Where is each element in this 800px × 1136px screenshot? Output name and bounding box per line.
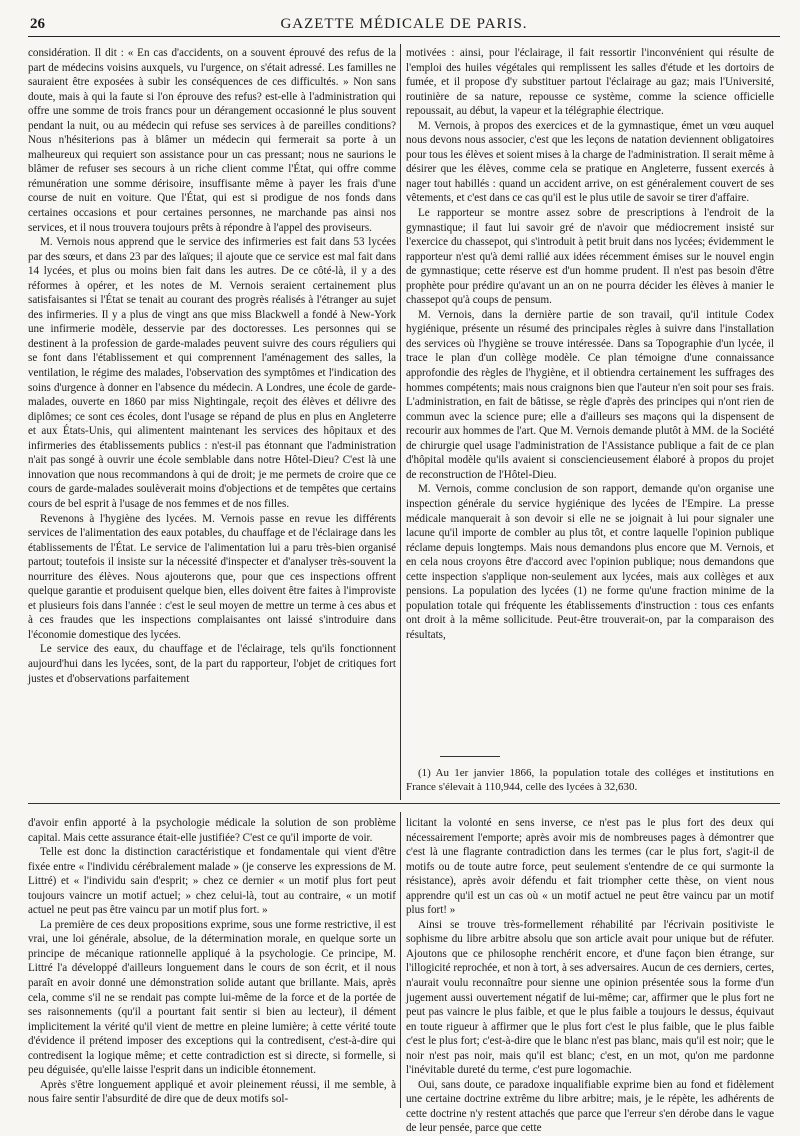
column-divider-top (400, 44, 401, 800)
paragraph: Telle est donc la distinction caractéristique et fondamentale qui vient d'être fixée entre « l'individu cérébralement malade » (je conserve les expressions de M. Littré) et « l'individu sain d'esprit; » chez ce dernier « un motif plus fort peut toujours vaincre un motif actuel; » chez celui-là, tout au contraire, « un motif actuel ne peut pas être vaincu par un motif plus fort. » (28, 846, 396, 917)
page-header (28, 14, 780, 37)
bottom-right-column (406, 816, 774, 1135)
paragraph: d'avoir enfin apporté à la psychologie médicale la solution de son problème capital. Mais cette assurance était-elle justifiée? C'est ce qu'il importe de voir. (28, 817, 396, 844)
paragraph: considération. Il dit : « En cas d'accidents, on a souvent éprouvé des refus de la part de médecins voisins auxquels, vu l'urgence, on s'était adressé. Les familles ne sauraient être exposées à subir les conséquences de ces difficultés. » Non sans doute, mais à qui la faute si l'on éprouve des refus? est-elle à l'administration qui offre une somme de trois francs pour un dérangement occasionné le plus souvent pendant la nuit, ou au médecin qui refuse ses services à de pareilles conditions? Nous n'hésiterions pas à blâmer un médecin qui fermerait sa porte à un malheureux qui requiert son assistance pour un cas pressant; nous ne saurions le blâmer de refuser ses secours à un riche client comme l'État, qui offre comme rémunération une somme dérisoire, insuffisante même à payer les frais d'une course de nuit en voiture. Que l'État, qui est si prodigue de nos fonds dans certaines occasions et pour certaines personnes, ne marchande pas ainsi nos services, et il nous trouvera toujours prêts à répondre à l'appel des proviseurs. (28, 47, 396, 234)
footnote: (1) Au 1er janvier 1866, la population totale des colléges et institutions en France s'élevait à 110,944, celle des lycées à 32,630. (406, 767, 774, 793)
paragraph: La première de ces deux propositions exprime, sous une forme restrictive, il est vrai, une loi générale, absolue, de la détermination morale, en quelque sorte un principe de mécanique rationnelle appliqué à la psychologie. Ce principe, M. Littré l'a développé d'ailleurs longuement dans le cours de son écrit, et il nous paraît en avoir donné une démonstration solide autant que brillante. Mais, après cela, comme s'il ne se rendait pas compte lui-même de la force et de la portée de ses raisonnements (qu'il a pourtant fait sentir si bien au lecteur), il dément implicitement la vérité qu'il vient de mettre en pleine lumière; à cette vérité toute d'évidence il prétend imposer des exceptions qui la contredisent, c'est-à-dire qui contredisent la logique même; et cette contradiction est si directe, si formelle, si peu déguisée, qu'elle laisse l'esprit dans un indicible étonnement. (28, 918, 396, 1077)
top-right-column (406, 46, 774, 706)
page-number: 26 (30, 16, 45, 32)
column-divider-bottom (400, 812, 401, 1108)
paragraph: Le rapporteur se montre assez sobre de prescriptions à l'endroit de la gymnastique; il faut lui savoir gré de n'avoir que médiocrement insisté sur l'exercice du chassepot, qui s'introduit à petit bruit dans nos lycées; évidemment le rapporteur n'est qu'à demi rallié aux idées récemment émises sur le nouvel engin de gymnastique; cette réserve est d'un homme prudent. Il n'est pas besoin d'être prophète pour prédire qu'avant un an on ne pourra décider les élèves à manier le chassepot qu'à coups de pensum. (406, 207, 774, 307)
paragraph: M. Vernois, dans la dernière partie de son travail, qu'il intitule Codex hygiénique, présente un résumé des principales règles à suivre dans l'installation des services où l'hygiène se trouve intéressée. Dans sa Topographie d'un lycée, il trace le plan d'un collège modèle. Ce plan témoigne d'une connaissance approfondie des règles de l'hygiène, et il obtiendra certainement les suffrages des hommes compétents; mais nous craignons bien que l'auteur n'en soit pour ses frais. L'administration, en fait de bâtisse, se règle d'après des principes qui n'ont rien de commun avec la science pure; elle a d'ailleurs ses maçons qui la dispensent de recourir aux hommes de l'art. Que M. Vernois demande plutôt à MM. de la Société de chirurgie quel usage l'administration de l'Assistance publique a fait de ce plan d'hôpital modèle qu'ils avaient si consciencieusement élaboré à propos du projet de reconstruction de l'Hôtel-Dieu. (406, 308, 774, 481)
paragraph: licitant la volonté en sens inverse, ce n'est pas le plus fort des deux qui nécessairement l'emporte; après avoir mis de nombreuses pages à démontrer que c'est là une flagrante contradiction dans les termes (car le plus fort, s'agit-il de motifs ou de toute autre force, peut seulement s'entendre de ce qui surmonte la résistance), après avoir défendu et fait triompher cette thèse, on vient nous apprendre qu'il est un cas où « un motif actuel ne peut être vaincu par un motif plus fort! » (406, 817, 774, 917)
paragraph: M. Vernois, à propos des exercices et de la gymnastique, émet un vœu auquel nous devons nous associer, c'est que les leçons de natation deviennent obligatoires pour tous les élèves et soient mises à la charge de l'administration. Il serait même à désirer que les élèves, comme cela se pratique en Angleterre, fussent exercés à nager tout habillés : quand un accident arrive, on est généralement couvert de ses vêtements, et c'est dans ce cas qu'il est le plus utile de savoir se tirer d'affaire. (406, 119, 774, 205)
footnote-rule (440, 756, 500, 757)
journal-title: GAZETTE MÉDICALE DE PARIS. (280, 16, 528, 32)
paragraph: Le service des eaux, du chauffage et de l'éclairage, tels qu'ils fonctionnent aujourd'hui dans les lycées, sont, de la part du rapporteur, l'objet de critiques fort justes et d'observations parfaitement (28, 643, 396, 685)
paragraph: motivées : ainsi, pour l'éclairage, il fait ressortir l'inconvénient qui résulte de l'emploi des huiles végétales qui remplissent les salles d'étude et les dortoirs de fumée, et il propose d'y substituer partout l'éclairage au gaz; mais l'Université, routinière de sa nature, repousse ce système, comme la science officielle repoussait, au début, la vapeur et la télégraphie électrique. (406, 47, 774, 118)
paragraph: M. Vernois nous apprend que le service des infirmeries est fait dans 53 lycées par des sœurs, et dans 23 par des laïques; il ajoute que ce service est mal fait dans 14 lycées, et plus ou moins bien fait dans les autres. De ce côté-là, il y a des réformes à opérer, et les notes de M. Vernois seraient certainement plus satisfaisantes si l'État se tenait au courant des progrès réalisés à l'étranger au sujet des infirmeries. Il y a plus de vingt ans que miss Blackwell a fondé à New-York une infirmerie modèle, desservie par des doctoresses. Les personnes qui se destinent à la profession de garde-malades peuvent suivre des cours réguliers qui se font dans l'établissement et qui comprennent l'aménagement des salles, la ventilation, le régime des malades, l'observation des symptômes et l'indication des soins d'urgence à donner en l'absence du médecin. A Londres, une école de garde-malades, ouverte en 1860 par miss Nightingale, reçoit des élèves et délivre des diplômes; ce sont ces écoles, dont l'usage se répand de plus en plus en Angleterre et aux États-Unis, qui alimentent maintenant les services des hôpitaux et des infirmeries des établissements publics : n'est-il pas étonnant que l'administration n'ait pas songé à ouvrir une école semblable dans notre Hôtel-Dieu? C'est là une innovation que nous recommandons à qui de droit; je me permets de croire que ce cours de garde-malades soulèverait moins d'objections et de tempêtes que certains cours de bel esprit à l'usage de nos femmes et de nos filles. (28, 236, 396, 510)
top-left-column (28, 46, 396, 836)
paragraph: Revenons à l'hygiène des lycées. M. Vernois passe en revue les différents services de l'alimentation des eaux potables, du chauffage et de l'éclairage dans les établissements de l'État. Le service de l'alimentation lui a paru très-bien organisé partout; toutefois il insiste sur la nécessité d'inspecter et d'analyser très-souvent la nourriture des élèves. Nous ajouterons que, pour que ces inspections offrent quelque garantie et produisent quelque bien, elles doivent être faites à l'improviste et plusieurs fois dans l'année : c'est le seul moyen de mettre un terme à ces abus et à ces fraudes que les inspections complaisantes ont laissé s'introduire dans l'économie domestique des lycées. (28, 512, 396, 641)
paragraph: M. Vernois, comme conclusion de son rapport, demande qu'on organise une inspection générale du service hygiénique des lycées de l'Empire. La presse médicale manquerait à son devoir si elle ne se joignait à lui pour signaler une lacune qu'il importe de combler au plus tôt, et contre laquelle l'opinion publique réclame depuis longtemps. Mais nous demandons plus encore que M. Vernois, et en cela nous croyons être d'accord avec l'opinion publique; nous demandons que cette inspection s'applique non-seulement aux lycées, mais aux collèges et aux pensions. La population des lycées (1) ne forme qu'une fraction minime de la population totale qui fréquente les établissements d'instruction : tous ces enfants ont droit à la même sollicitude. Peut-être trouverait-on, par la comparaison des résultats, (406, 483, 774, 641)
paragraph: Après s'être longuement appliqué et avoir pleinement réussi, il me semble, à nous faire sentir l'absurdité de dire que de deux motifs sol- (28, 1078, 396, 1106)
paragraph: Ainsi se trouve très-formellement réhabilité par l'écrivain positiviste le sophisme du libre arbitre absolu que son article avait pour unique but de réfuter. Ajoutons que ce philosophe renchérit encore, et d'une façon bien étrange, sur l'illogicité reprochée, et non à tort, à ses adversaires. Aucun de ces derniers, certes, n'aurait voulu reconnaître pour sienne une opinion présentée sous la forme d'un jugement aussi ouvertement négatif de lui-même; car, affirmer que le plus fort ne peut pas vaincre le plus faible, et que le plus faible a toujours le dessus, équivaut en toute rigueur à affirmer que le plus fort c'est le plus faible, que le plus faible c'est le plus fort; c'est-à-dire que le blanc n'est pas blanc, mais qu'il est noir; que le noir n'est pas noir, mais qu'il est blanc; c'est, en un mot, qu'on me pardonne l'inévitable dureté du terme, c'est pure logomachie. (406, 918, 774, 1077)
paragraph: Oui, sans doute, ce paradoxe inqualifiable exprime bien au fond et fidèlement une certaine doctrine extrême du libre arbitre; mais, je le répète, les adhérents de cette doctrine n'y restent attachés que parce que l'erreur s'en dérobe dans le vague de leur pensée, parce que cette (406, 1078, 774, 1135)
bottom-left-column (28, 816, 396, 1106)
